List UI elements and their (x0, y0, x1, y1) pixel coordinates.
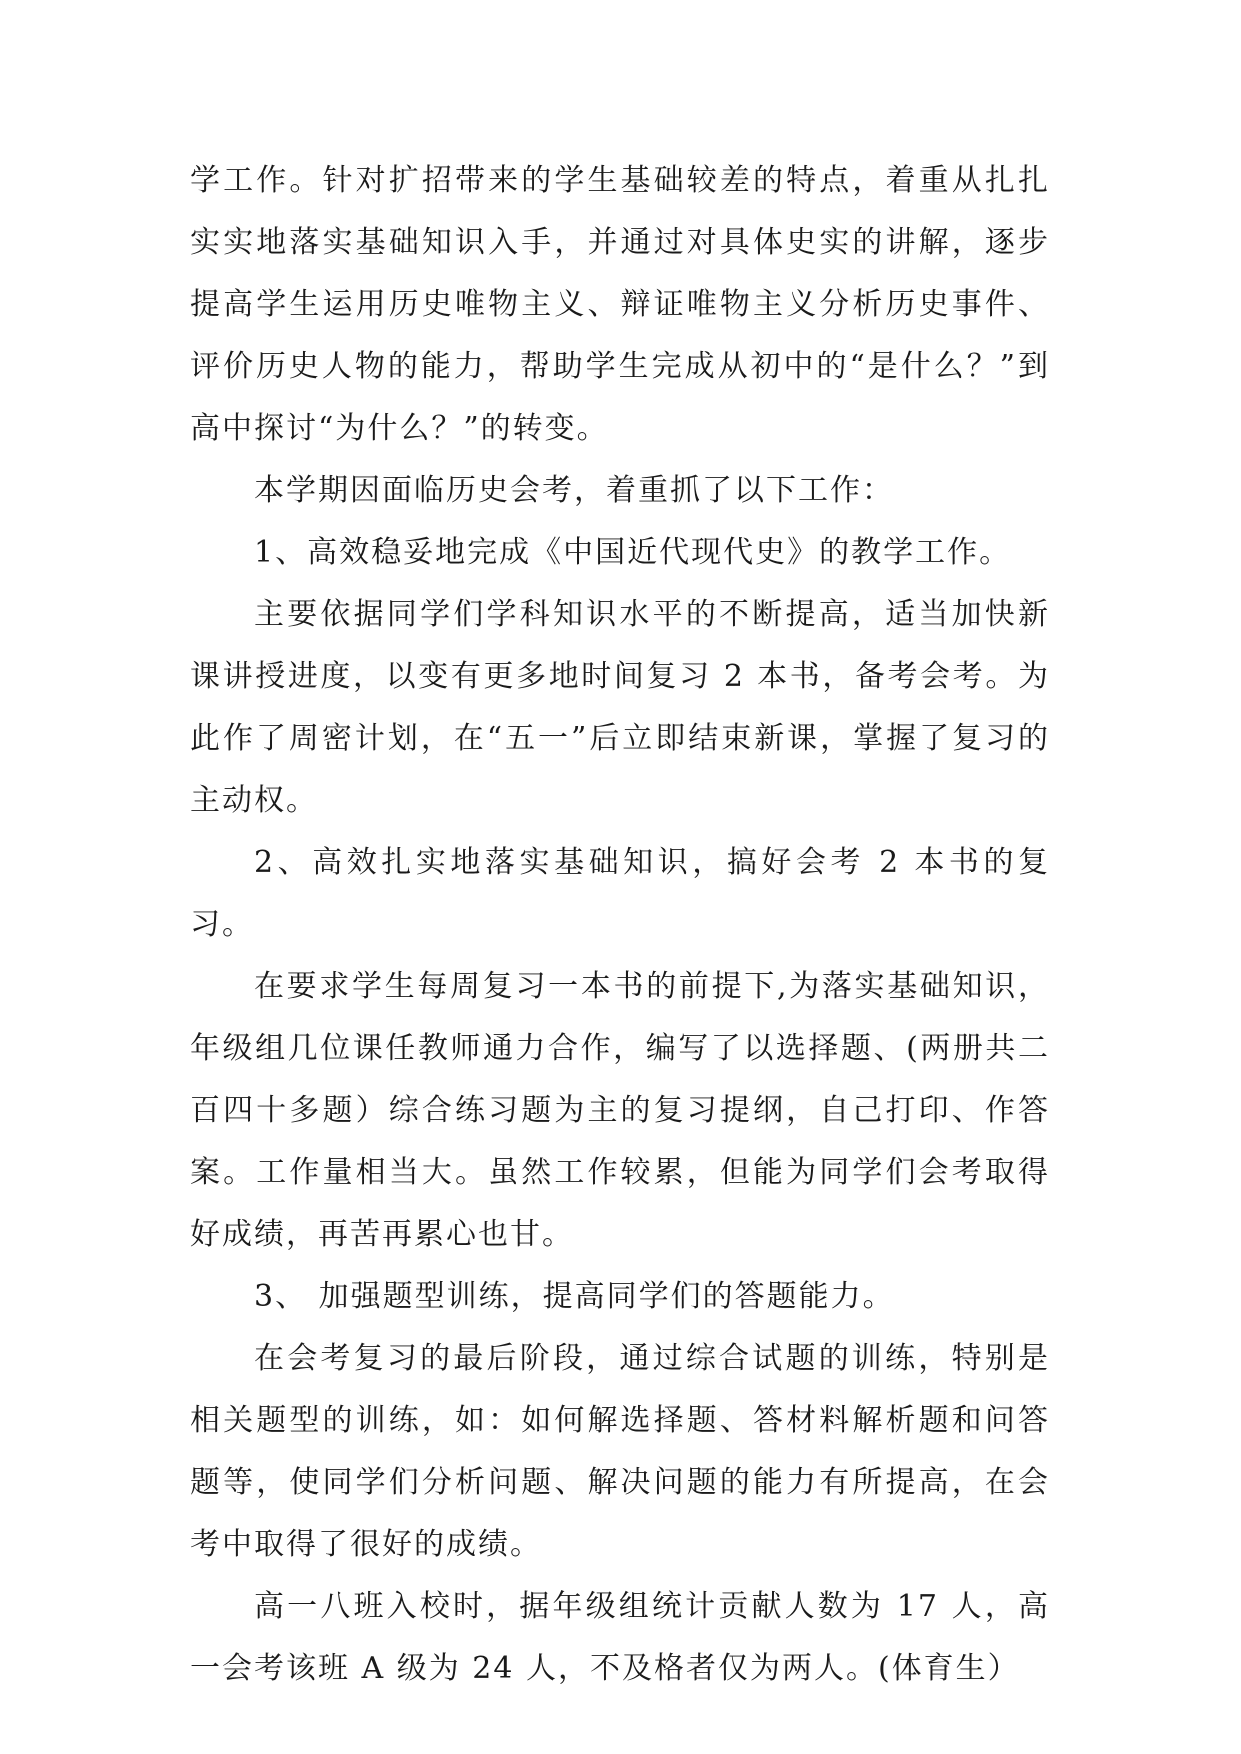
paragraph-item-2-body: 在要求学生每周复习一本书的前提下,为落实基础知识，年级组几位课任教师通力合作，编写了以选择题、(两册共二百四十多题）综合练习题为主的复习提纲，自己打印、作答案。工作量相当大。虽然工作较累，但能为同学们会考取得好成绩，再苦再累心也甘。 (190, 969, 1050, 1252)
paragraph-item-3-body: 在会考复习的最后阶段，通过综合试题的训练，特别是相关题型的训练，如：如何解选择题、答材料解析题和问答题等，使同学们分析问题、解决问题的能力有所提高，在会考中取得了很好的成绩。 (190, 1341, 1050, 1562)
paragraph-item-1-heading: 1、高效稳妥地完成《中国近代现代史》的教学工作。 (254, 535, 1012, 570)
paragraph-intro: 本学期因面临历史会考，着重抓了以下工作： (254, 473, 894, 508)
paragraph-item-2-heading: 2、高效扎实地落实基础知识，搞好会考 2 本书的复习。 (190, 845, 1050, 942)
paragraph-class-statistics: 高一八班入校时，据年级组统计贡献人数为 17 人，高一会考该班 A 级为 24 人，不及格者仅为两人。(体育生） (190, 1589, 1050, 1686)
paragraph-continuation: 学工作。针对扩招带来的学生基础较差的特点，着重从扎扎实实地落实基础知识入手，并通过对具体史实的讲解，逐步提高学生运用历史唯物主义、辩证唯物主义分析历史事件、评价历史人物的能力，帮助学生完成从初中的“是什么？”到高中探讨“为什么？”的转变。 (190, 163, 1050, 446)
paragraph-item-3-heading: 3、 加强题型训练，提高同学们的答题能力。 (254, 1279, 895, 1314)
paragraph-item-1-body: 主要依据同学们学科知识水平的不断提高，适当加快新课讲授进度，以变有更多地时间复习 2 本书，备考会考。为此作了周密计划，在“五一”后立即结束新课，掌握了复习的主动权。 (190, 597, 1050, 818)
document-body (190, 150, 1050, 1700)
